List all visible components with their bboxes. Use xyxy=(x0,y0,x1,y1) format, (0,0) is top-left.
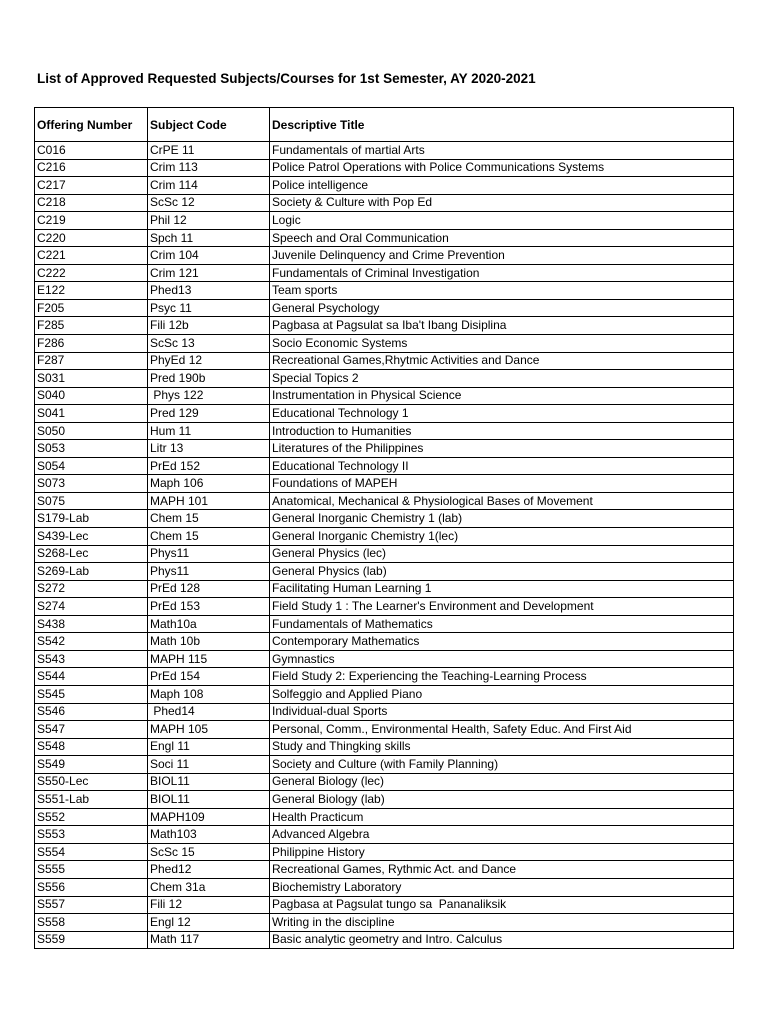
offering-number-cell: C216 xyxy=(35,159,148,177)
table-row xyxy=(35,896,734,914)
subject-code-cell: MAPH 115 xyxy=(148,650,270,668)
descriptive-title-cell: Recreational Games,Rhytmic Activities and Dance xyxy=(270,352,734,370)
table-row xyxy=(35,352,734,370)
offering-number-cell: S543 xyxy=(35,650,148,668)
subject-code-cell: Crim 113 xyxy=(148,159,270,177)
subject-code-cell: Phys11 xyxy=(148,563,270,581)
table-row xyxy=(35,615,734,633)
descriptive-title-cell: Anatomical, Mechanical & Physiological Bases of Movement xyxy=(270,492,734,510)
subject-code-cell: Engl 12 xyxy=(148,914,270,932)
offering-number-cell: S054 xyxy=(35,457,148,475)
offering-number-cell: S073 xyxy=(35,475,148,493)
table-row xyxy=(35,598,734,616)
descriptive-title-cell: Philippine History xyxy=(270,843,734,861)
descriptive-title-cell: Study and Thingking skills xyxy=(270,738,734,756)
offering-number-cell: F205 xyxy=(35,299,148,317)
offering-number-cell: S542 xyxy=(35,633,148,651)
table-row xyxy=(35,861,734,879)
offering-number-cell: S041 xyxy=(35,405,148,423)
descriptive-title-cell: General Physics (lab) xyxy=(270,563,734,581)
descriptive-title-cell: Introduction to Humanities xyxy=(270,422,734,440)
subject-code-cell: Phys11 xyxy=(148,545,270,563)
table-row xyxy=(35,475,734,493)
offering-number-cell: S555 xyxy=(35,861,148,879)
descriptive-title-cell: General Biology (lab) xyxy=(270,791,734,809)
table-header-row xyxy=(35,108,734,142)
subject-code-cell: Maph 106 xyxy=(148,475,270,493)
subject-code-cell: PhyEd 12 xyxy=(148,352,270,370)
descriptive-title-cell: Solfeggio and Applied Piano xyxy=(270,685,734,703)
table-row xyxy=(35,756,734,774)
offering-number-cell: S050 xyxy=(35,422,148,440)
subject-code-cell: Pred 129 xyxy=(148,405,270,423)
descriptive-title-cell: Recreational Games, Rythmic Act. and Dance xyxy=(270,861,734,879)
subject-code-cell: Litr 13 xyxy=(148,440,270,458)
table-row xyxy=(35,738,734,756)
offering-number-cell: S274 xyxy=(35,598,148,616)
subject-code-cell: PrEd 152 xyxy=(148,457,270,475)
subject-code-cell: ScSc 15 xyxy=(148,843,270,861)
table-row xyxy=(35,773,734,791)
descriptive-title-cell: Fundamentals of Criminal Investigation xyxy=(270,264,734,282)
offering-number-cell: C222 xyxy=(35,264,148,282)
descriptive-title-cell: Health Practicum xyxy=(270,808,734,826)
table-row xyxy=(35,580,734,598)
descriptive-title-cell: Team sports xyxy=(270,282,734,300)
table-row xyxy=(35,370,734,388)
table-row xyxy=(35,528,734,546)
offering-number-cell: S550-Lec xyxy=(35,773,148,791)
descriptive-title-cell: General Inorganic Chemistry 1(lec) xyxy=(270,528,734,546)
subject-code-cell: ScSc 13 xyxy=(148,335,270,353)
offering-number-cell: S075 xyxy=(35,492,148,510)
descriptive-title-cell: Writing in the discipline xyxy=(270,914,734,932)
descriptive-title-cell: Society and Culture (with Family Planning) xyxy=(270,756,734,774)
descriptive-title-cell: Pagbasa at Pagsulat sa Iba't Ibang Disiplina xyxy=(270,317,734,335)
subject-code-cell: Phil 12 xyxy=(148,212,270,230)
descriptive-title-cell: Logic xyxy=(270,212,734,230)
descriptive-title-cell: General Psychology xyxy=(270,299,734,317)
table-row xyxy=(35,422,734,440)
descriptive-title-cell: Basic analytic geometry and Intro. Calculus xyxy=(270,931,734,949)
table-row xyxy=(35,650,734,668)
descriptive-title-cell: Fundamentals of Mathematics xyxy=(270,615,734,633)
offering-number-cell: S557 xyxy=(35,896,148,914)
subject-code-cell: Math 10b xyxy=(148,633,270,651)
offering-number-cell: S556 xyxy=(35,878,148,896)
descriptive-title-cell: Fundamentals of martial Arts xyxy=(270,142,734,160)
offering-number-cell: S268-Lec xyxy=(35,545,148,563)
subject-code-cell: Phed13 xyxy=(148,282,270,300)
offering-number-cell: C218 xyxy=(35,194,148,212)
descriptive-title-cell: General Inorganic Chemistry 1 (lab) xyxy=(270,510,734,528)
table-row xyxy=(35,808,734,826)
offering-number-cell: S438 xyxy=(35,615,148,633)
table-row xyxy=(35,633,734,651)
subject-code-cell: Math103 xyxy=(148,826,270,844)
offering-number-cell: S272 xyxy=(35,580,148,598)
table-row xyxy=(35,177,734,195)
offering-number-cell: S031 xyxy=(35,370,148,388)
subject-code-cell: MAPH 105 xyxy=(148,721,270,739)
offering-number-cell: S040 xyxy=(35,387,148,405)
descriptive-title-cell: General Biology (lec) xyxy=(270,773,734,791)
subjects-table xyxy=(34,107,734,949)
offering-number-cell: S553 xyxy=(35,826,148,844)
table-row xyxy=(35,387,734,405)
table-row xyxy=(35,492,734,510)
page-title: List of Approved Requested Subjects/Courses for 1st Semester, AY 2020-2021 xyxy=(37,71,536,86)
offering-number-cell: S548 xyxy=(35,738,148,756)
offering-number-cell: S552 xyxy=(35,808,148,826)
descriptive-title-cell: Educational Technology 1 xyxy=(270,405,734,423)
subject-code-cell: Chem 15 xyxy=(148,528,270,546)
table-row xyxy=(35,282,734,300)
descriptive-title-cell: Speech and Oral Communication xyxy=(270,229,734,247)
subject-code-cell: CrPE 11 xyxy=(148,142,270,160)
table-body xyxy=(35,142,734,949)
descriptive-title-cell: Foundations of MAPEH xyxy=(270,475,734,493)
descriptive-title-cell: Literatures of the Philippines xyxy=(270,440,734,458)
descriptive-title-cell: General Physics (lec) xyxy=(270,545,734,563)
offering-number-cell: S551-Lab xyxy=(35,791,148,809)
descriptive-title-cell: Instrumentation in Physical Science xyxy=(270,387,734,405)
descriptive-title-cell: Police Patrol Operations with Police Communications Systems xyxy=(270,159,734,177)
subject-code-cell: Chem 15 xyxy=(148,510,270,528)
descriptive-title-cell: Field Study 1 : The Learner's Environment and Development xyxy=(270,598,734,616)
subject-code-cell: PrEd 154 xyxy=(148,668,270,686)
subject-code-cell: BIOL11 xyxy=(148,773,270,791)
subject-code-cell: Fili 12 xyxy=(148,896,270,914)
subject-code-cell: Phys 122 xyxy=(148,387,270,405)
offering-number-cell: S546 xyxy=(35,703,148,721)
offering-number-cell: S269-Lab xyxy=(35,563,148,581)
table-row xyxy=(35,457,734,475)
descriptive-title-cell: Socio Economic Systems xyxy=(270,335,734,353)
subject-code-cell: ScSc 12 xyxy=(148,194,270,212)
subject-code-cell: Chem 31a xyxy=(148,878,270,896)
descriptive-title-cell: Police intelligence xyxy=(270,177,734,195)
subject-code-cell: Soci 11 xyxy=(148,756,270,774)
offering-number-cell: F286 xyxy=(35,335,148,353)
subject-code-cell: Crim 121 xyxy=(148,264,270,282)
descriptive-title-cell: Contemporary Mathematics xyxy=(270,633,734,651)
descriptive-title-cell: Society & Culture with Pop Ed xyxy=(270,194,734,212)
subject-code-cell: Psyc 11 xyxy=(148,299,270,317)
offering-number-cell: C220 xyxy=(35,229,148,247)
descriptive-title-cell: Facilitating Human Learning 1 xyxy=(270,580,734,598)
offering-number-cell: S544 xyxy=(35,668,148,686)
table-row xyxy=(35,843,734,861)
subject-code-cell: Engl 11 xyxy=(148,738,270,756)
subject-code-cell: BIOL11 xyxy=(148,791,270,809)
offering-number-cell: S179-Lab xyxy=(35,510,148,528)
descriptive-title-cell: Special Topics 2 xyxy=(270,370,734,388)
descriptive-title-cell: Individual-dual Sports xyxy=(270,703,734,721)
table-row xyxy=(35,264,734,282)
table-row xyxy=(35,247,734,265)
offering-number-cell: S439-Lec xyxy=(35,528,148,546)
offering-number-cell: S547 xyxy=(35,721,148,739)
subject-code-cell: Fili 12b xyxy=(148,317,270,335)
descriptive-title-cell: Educational Technology II xyxy=(270,457,734,475)
offering-number-cell: C221 xyxy=(35,247,148,265)
table-row xyxy=(35,317,734,335)
offering-number-cell: C217 xyxy=(35,177,148,195)
subject-code-cell: Maph 108 xyxy=(148,685,270,703)
table-row xyxy=(35,668,734,686)
descriptive-title-cell: Field Study 2: Experiencing the Teaching-Learning Process xyxy=(270,668,734,686)
table-row xyxy=(35,440,734,458)
offering-number-cell: C219 xyxy=(35,212,148,230)
table-row xyxy=(35,545,734,563)
table-row xyxy=(35,229,734,247)
table-row xyxy=(35,142,734,160)
table-row xyxy=(35,826,734,844)
subject-code-cell: MAPH109 xyxy=(148,808,270,826)
header-descriptive-title: Descriptive Title xyxy=(270,108,734,142)
offering-number-cell: E122 xyxy=(35,282,148,300)
offering-number-cell: S554 xyxy=(35,843,148,861)
subject-code-cell: PrEd 153 xyxy=(148,598,270,616)
table-row xyxy=(35,703,734,721)
header-subject-code: Subject Code xyxy=(148,108,270,142)
table-row xyxy=(35,914,734,932)
table-row xyxy=(35,510,734,528)
table-row xyxy=(35,878,734,896)
table-row xyxy=(35,405,734,423)
table-row xyxy=(35,721,734,739)
offering-number-cell: S545 xyxy=(35,685,148,703)
table-row xyxy=(35,685,734,703)
subject-code-cell: Phed14 xyxy=(148,703,270,721)
offering-number-cell: C016 xyxy=(35,142,148,160)
descriptive-title-cell: Gymnastics xyxy=(270,650,734,668)
subject-code-cell: Pred 190b xyxy=(148,370,270,388)
subject-code-cell: Phed12 xyxy=(148,861,270,879)
subject-code-cell: Crim 104 xyxy=(148,247,270,265)
subject-code-cell: Math 117 xyxy=(148,931,270,949)
table-row xyxy=(35,931,734,949)
offering-number-cell: F285 xyxy=(35,317,148,335)
descriptive-title-cell: Advanced Algebra xyxy=(270,826,734,844)
descriptive-title-cell: Pagbasa at Pagsulat tungo sa Pananaliksik xyxy=(270,896,734,914)
subject-code-cell: MAPH 101 xyxy=(148,492,270,510)
table-row xyxy=(35,194,734,212)
subject-code-cell: Math10a xyxy=(148,615,270,633)
offering-number-cell: F287 xyxy=(35,352,148,370)
table-row xyxy=(35,791,734,809)
offering-number-cell: S559 xyxy=(35,931,148,949)
offering-number-cell: S549 xyxy=(35,756,148,774)
descriptive-title-cell: Biochemistry Laboratory xyxy=(270,878,734,896)
table-row xyxy=(35,335,734,353)
subject-code-cell: Spch 11 xyxy=(148,229,270,247)
offering-number-cell: S558 xyxy=(35,914,148,932)
header-offering-number: Offering Number xyxy=(35,108,148,142)
descriptive-title-cell: Juvenile Delinquency and Crime Prevention xyxy=(270,247,734,265)
offering-number-cell: S053 xyxy=(35,440,148,458)
table-row xyxy=(35,212,734,230)
table-row xyxy=(35,159,734,177)
descriptive-title-cell: Personal, Comm., Environmental Health, Safety Educ. And First Aid xyxy=(270,721,734,739)
table-row xyxy=(35,563,734,581)
subject-code-cell: Crim 114 xyxy=(148,177,270,195)
subject-code-cell: PrEd 128 xyxy=(148,580,270,598)
table-row xyxy=(35,299,734,317)
subject-code-cell: Hum 11 xyxy=(148,422,270,440)
